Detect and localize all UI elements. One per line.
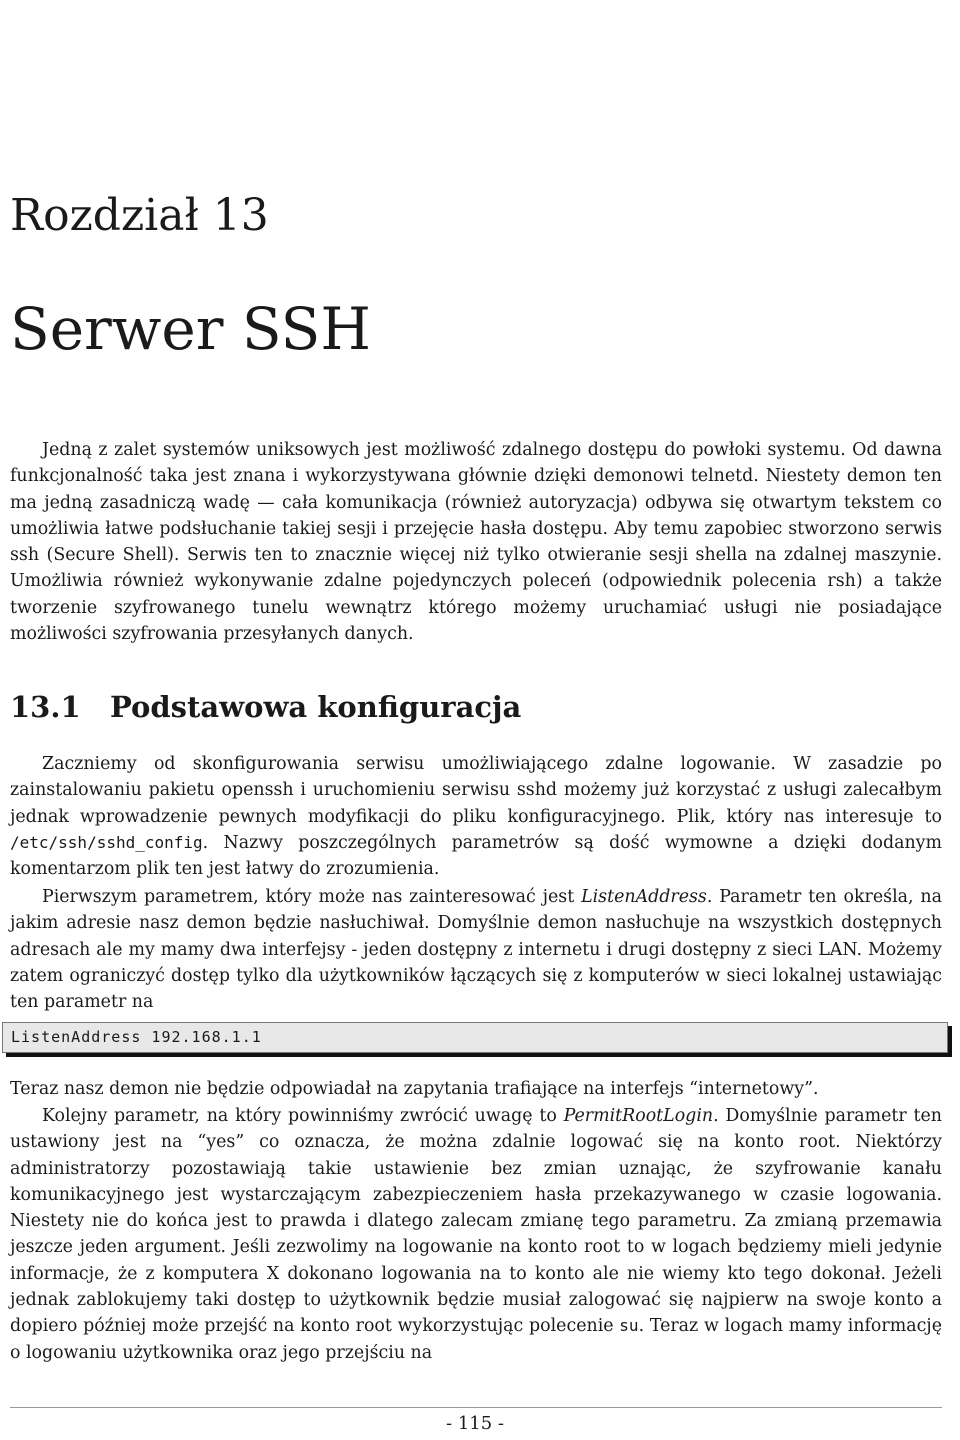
paragraph-text: Kolejny parametr, na który powinniśmy zwrócić uwagę to <box>42 1106 564 1126</box>
intro-paragraph: Jedną z zalet systemów uniksowych jest możliwość zdalnego dostępu do powłoki systemu. Od dawna funkcjonalność taka jest znana i wykorzystywana głównie dzięki demonowi telnetd. Niestety demon ten ma jedną zasadniczą wadę — cała komunikacja (również autoryzacja) odbywa się otwartym tekstem co umożliwia łatwe podsłuchanie takiej sesji i przejęcie hasła dostępu. Aby temu zapobiec stworzono serwis ssh (Secure Shell). Serwis ten to znacznie więcej niż tylko otwieranie sesji shella na zdalnej maszynie. Umożliwia również wykonywanie zdalne pojedynczych poleceń (odpowiednik polecenia rsh) a także tworzenie szyfrowanego tunelu wewnątrz którego możemy uruchamiać usługi nie posiadające możliwości szyfrowania przesyłanych danych. <box>10 440 942 645</box>
paragraph-text: . Teraz w logach mamy informację o logowaniu użytkownika oraz jego przejściu na <box>10 1316 942 1363</box>
paragraph-text: . Parametr ten określa, na jakim adresie nasz demon będzie nasłuchiwał. Domyślnie demon nasłuchuje na wszystkich dostępnych adresach ale my mamy dwa interfejsy - jeden dostępny z internetu i drugi dostępny z sieci LAN. Możemy zatem ograniczyć dostęp tylko dla użytkowników łączących się z komputerów w sieci lokalnej ustawiając ten parametr na <box>10 887 942 1013</box>
paragraph-text: Pierwszym parametrem, który może nas zainteresować jest <box>42 887 582 907</box>
chapter-label: Rozdział 13 <box>10 190 269 241</box>
paragraph-permit-root-login <box>10 1103 942 1366</box>
paragraph-text: . Nazwy poszczególnych parametrów są dość wymowne a dzięki dodanym komentarzom plik ten jest łatwy do zrozumienia. <box>10 832 942 880</box>
section-number: 13.1 <box>10 690 81 724</box>
footer-rule <box>10 1407 942 1408</box>
chapter-title: Serwer SSH <box>10 295 371 363</box>
paragraph-listen-address <box>10 884 942 1015</box>
page-number: - 115 - <box>446 1413 504 1434</box>
paragraph-internet-interface: Teraz nasz demon nie będzie odpowiadał na zapytania trafiające na interfejs “internetowy”. <box>10 1079 819 1099</box>
code-block-text: ListenAddress 192.168.1.1 <box>11 1028 262 1046</box>
section-heading <box>10 690 521 725</box>
section-title: Podstawowa konfiguracja <box>110 690 522 724</box>
param-name-listenaddress: ListenAddress <box>581 887 707 907</box>
paragraph-text: Zaczniemy od skonfigurowania serwisu umożliwiającego zdalne logowanie. W zasadzie po zainstalowaniu pakietu openssh i uruchomieniu serwisu sshd możemy już korzystać z usługi zalecałbym jednak wprowadzenie pewnych modyfikacji do pliku konfiguracyjnego. Plik, który nas interesuje to <box>10 754 942 827</box>
inline-code-path: /etc/ssh/sshd_config <box>10 832 203 852</box>
inline-code-su: su <box>619 1316 639 1336</box>
code-block <box>2 1022 948 1053</box>
paragraph-text: . Domyślnie parametr ten ustawiony jest na “yes” co oznacza, że można zdalnie logować się na konto root. Niektórzy administratorzy pozostawiają takie ustawienie bez zmian uznając, że szyfrowanie kanału komunikacyjnego jest wystarczającym zabezpieczeniem hasła przekazywanego w czasie logowania. Niestety nie do końca jest to prawda i dlatego zalecam zmianę tego parametru. Za zmianą przemawia jeszcze jeden argument. Jeśli zezwolimy na logowanie na konto root to w logach będziemy mieli jedynie informacje, że z komputera X dokonano logowania na to konto ale nie wiemy kto tego dokonał. Jeżeli jednak zablokujemy taki dostęp to użytkownik będzie musiał zalogować się najpierw na swoje konto a dopiero później może przejść na konto root wykorzystując polecenie <box>10 1106 942 1337</box>
param-name-permitrootlogin: PermitRootLogin <box>563 1106 714 1126</box>
paragraph-sshd-config <box>10 751 942 882</box>
